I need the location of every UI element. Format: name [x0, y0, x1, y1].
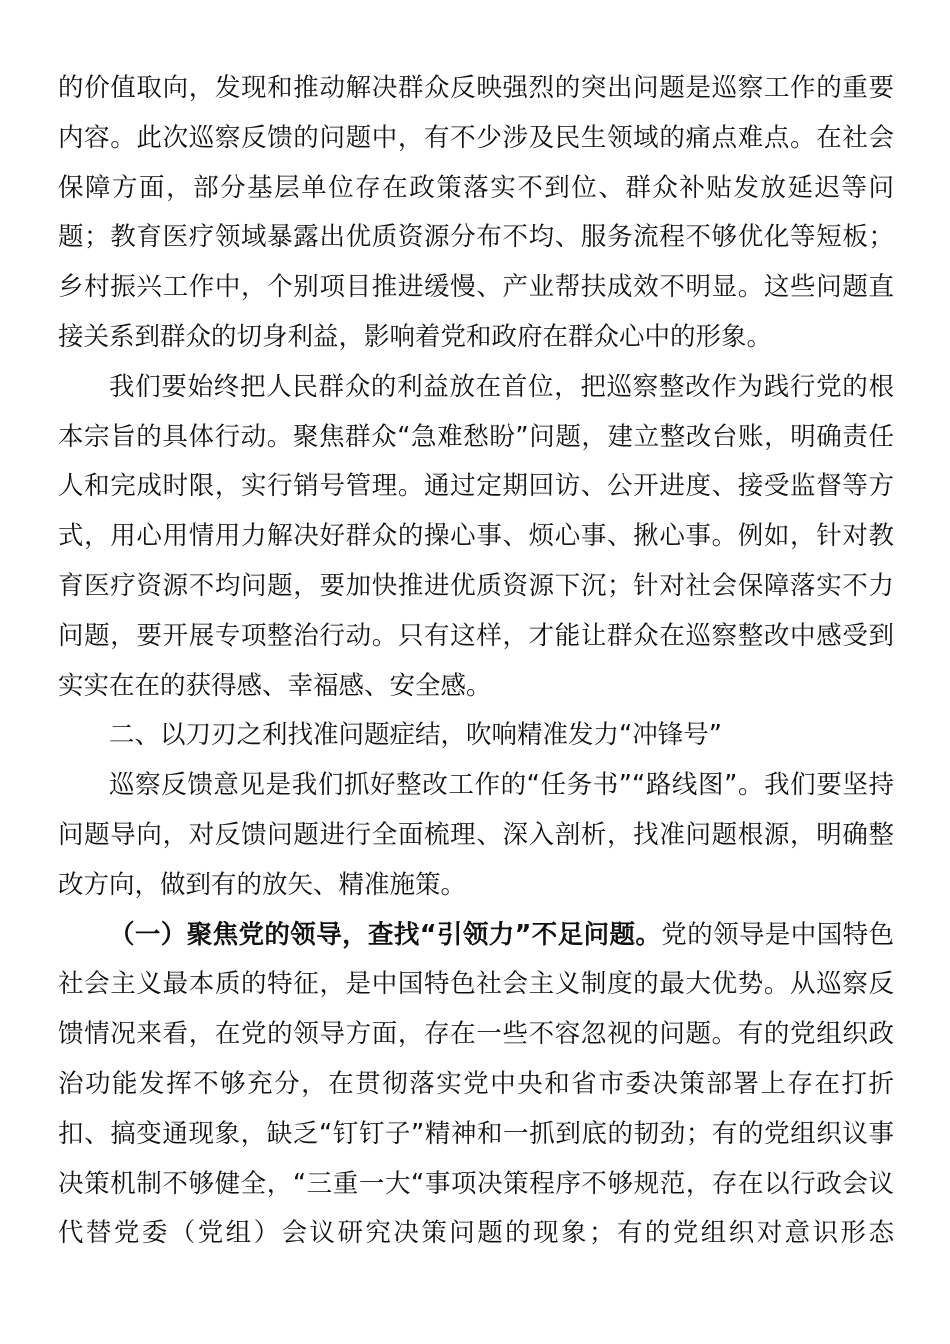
document-body — [58, 64, 894, 1259]
section-heading-two: 二、以刀刃之利找准问题症结，吹响精准发力“冲锋号” — [109, 720, 722, 751]
paragraph-feedback-task: 巡察反馈意见是我们抓好整改工作的“任务书”“路线图”。我们要坚持问题导向，对反馈问题进行全面梳理、深入剖析，找准问题根源，明确整改方向，做到有的放矢、精准施策。 — [58, 770, 894, 900]
paragraph-party-leadership-text: 党的领导是中国特色社会主义最本质的特征，是中国特色社会主义制度的最大优势。从巡察反馈情况来看，在党的领导方面，存在一些不容忽视的问题。有的党组织政治功能发挥不够充分，在贯彻落实党中央和省市委决策部署上存在打折扣、搞变通现象，缺乏“钉钉子”精神和一抓到底的韧劲；有的党组织议事决策机制不够健全，“三重一大“事项决策程序不够规范，存在以行政会议代替党委（党组）会议研究决策问题的现象；有的党组织对意识形态 — [58, 919, 894, 1249]
subheading-party-leadership: （一）聚焦党的领导，查找“引领力”不足问题。 — [109, 919, 662, 950]
paragraph-people-first: 我们要始终把人民群众的利益放在首位，把巡察整改作为践行党的根本宗旨的具体行动。聚焦群众“急难愁盼”问题，建立整改台账，明确责任人和完成时限，实行销号管理。通过定期回访、公开进度、接受监督等方式，用心用情用力解决好群众的操心事、烦心事、揪心事。例如，针对教育医疗资源不均问题，要加快推进优质资源下沉；针对社会保障落实不力问题，要开展专项整治行动。只有这样，才能让群众在巡察整改中感受到实实在在的获得感、幸福感、安全感。 — [58, 371, 894, 701]
paragraph-party-leadership — [58, 911, 894, 1260]
paragraph-intro-continued: 的价值取向，发现和推动解决群众反映强烈的突出问题是巡察工作的重要内容。此次巡察反馈的问题中，有不少涉及民生领域的痛点难点。在社会保障方面，部分基层单位存在政策落实不到位、群众补贴发放延迟等问题；教育医疗领域暴露出优质资源分布不均、服务流程不够优化等短板；乡村振兴工作中，个别项目推进缓慢、产业帮扶成效不明显。这些问题直接关系到群众的切身利益，影响着党和政府在群众心中的形象。 — [58, 73, 894, 352]
